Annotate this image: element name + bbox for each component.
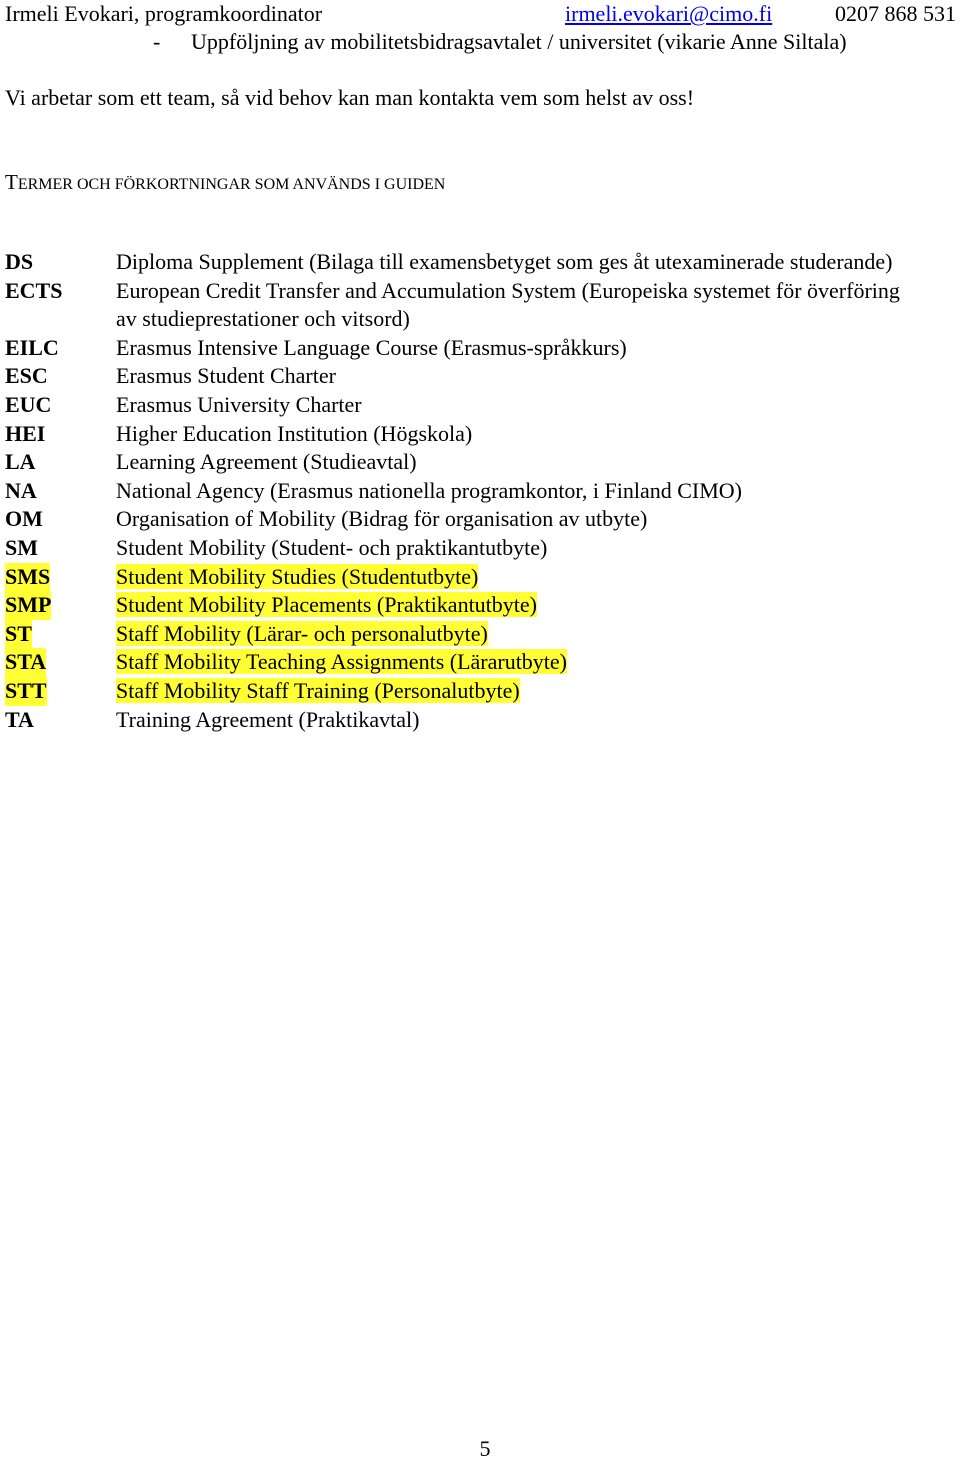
term-row — [0, 620, 960, 649]
contact-line — [5, 0, 960, 28]
term-row — [0, 362, 960, 391]
term-row — [0, 505, 960, 534]
term-definition-block — [116, 706, 916, 735]
term-abbreviation: SM — [5, 534, 38, 560]
term-definition-block — [116, 591, 916, 620]
term-definition-block — [116, 448, 916, 477]
term-definition: Organisation of Mobility (Bidrag för organisation av utbyte) — [116, 506, 648, 532]
term-abbreviation: SMP — [5, 591, 51, 620]
term-definition: Training Agreement (Praktikavtal) — [116, 706, 420, 732]
term-definition-block — [116, 391, 916, 420]
section-heading — [5, 169, 445, 198]
terms-list — [0, 248, 960, 734]
term-definition: Higher Education Institution (Högskola) — [116, 420, 473, 446]
term-row — [0, 248, 960, 277]
term-abbreviation: STA — [5, 648, 46, 677]
term-row — [0, 448, 960, 477]
contact-phone: 0207 868 531 — [835, 1, 956, 26]
term-abbreviation: STT — [5, 677, 47, 706]
term-abbreviation: DS — [5, 249, 34, 274]
section-heading-initial: T — [5, 170, 18, 194]
term-row — [0, 563, 960, 592]
term-definition: Student Mobility Studies (Studentutbyte) — [116, 563, 479, 589]
term-definition-block — [116, 534, 916, 563]
term-abbreviation: HEI — [5, 420, 46, 446]
section-heading-rest: ERMER OCH FÖRKORTNINGAR SOM ANVÄNDS I GUIDEN — [17, 176, 446, 193]
term-definition: National Agency (Erasmus nationella programkontor, i Finland CIMO) — [116, 477, 742, 503]
term-definition-block — [116, 420, 916, 449]
term-definition-block — [116, 677, 916, 706]
term-abbreviation: EUC — [5, 391, 52, 417]
term-definition-block — [116, 563, 916, 592]
term-abbreviation: OM — [5, 506, 43, 532]
contact-name: Irmeli Evokari, programkoordinator — [5, 1, 323, 26]
term-definition-block — [116, 477, 916, 506]
term-definition: Student Mobility (Student- och praktikantutbyte) — [116, 534, 548, 560]
term-abbreviation: NA — [5, 477, 37, 503]
term-abbreviation: ECTS — [5, 277, 63, 303]
term-abbreviation: ST — [5, 620, 32, 649]
term-definition: European Credit Transfer and Accumulation System (Europeiska systemet för överföring av studieprestationer och vitsord) — [116, 277, 900, 332]
term-definition-block — [116, 505, 916, 534]
page-number: 5 — [479, 1436, 491, 1461]
term-definition: Erasmus Intensive Language Course (Erasmus-språkkurs) — [116, 334, 627, 360]
term-definition: Staff Mobility Teaching Assignments (Lärarutbyte) — [116, 649, 568, 675]
term-row — [0, 706, 960, 735]
term-row — [0, 677, 960, 706]
term-row — [0, 534, 960, 563]
term-definition: Student Mobility Placements (Praktikantutbyte) — [116, 592, 537, 618]
responsibility-text: Uppföljning av mobilitetsbidragsavtalet / universitet (vikarie Anne Siltala) — [191, 29, 847, 54]
term-definition: Staff Mobility (Lärar- och personalutbyte) — [116, 620, 488, 646]
term-definition: Erasmus Student Charter — [116, 363, 336, 389]
term-definition-block — [116, 277, 916, 334]
term-abbreviation: LA — [5, 449, 36, 475]
term-row — [0, 477, 960, 506]
term-abbreviation: ESC — [5, 363, 48, 389]
term-definition: Diploma Supplement (Bilaga till examensbetyget som ges åt utexaminerade studerande) — [116, 249, 893, 274]
term-row — [0, 391, 960, 420]
term-abbreviation: EILC — [5, 334, 59, 360]
term-definition-block — [116, 620, 916, 649]
contact-email-link[interactable]: irmeli.evokari@cimo.fi — [565, 1, 773, 26]
term-abbreviation: SMS — [5, 563, 50, 592]
team-note: Vi arbetar som ett team, så vid behov kan man kontakta vem som helst av oss! — [5, 85, 695, 110]
term-definition: Staff Mobility Staff Training (Personalutbyte) — [116, 677, 520, 703]
term-definition: Learning Agreement (Studieavtal) — [116, 449, 417, 475]
list-dash: - — [153, 29, 161, 54]
term-definition-block — [116, 334, 916, 363]
term-row — [0, 648, 960, 677]
term-definition-block — [116, 362, 916, 391]
term-definition: Erasmus University Charter — [116, 391, 362, 417]
term-abbreviation: TA — [5, 706, 34, 732]
term-row — [0, 334, 960, 363]
term-definition-block — [116, 648, 916, 677]
term-definition-block — [116, 248, 916, 277]
term-row — [0, 591, 960, 620]
term-row — [0, 277, 960, 334]
term-row — [0, 420, 960, 449]
